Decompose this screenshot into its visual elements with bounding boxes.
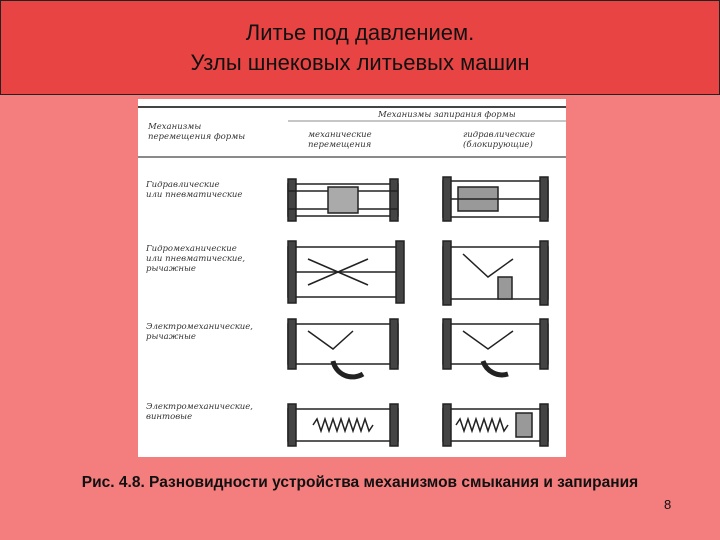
mechanism-figure	[138, 99, 566, 457]
figure-caption: Рис. 4.8. Разновидности устройства механизмов смыкания и запирания	[81, 474, 639, 491]
drawing-hydromech-lever-2	[443, 241, 548, 305]
figure-header-left: Механизмы перемещения формы	[148, 122, 246, 142]
figure-header-col1: механические перемещения	[308, 130, 372, 150]
drawing-electromech-lever-2	[443, 319, 548, 375]
row-label-4: Электромеханические, винтовые	[146, 402, 254, 422]
drawing-electromech-screw-2	[443, 404, 548, 446]
drawing-hydraulic-mechanical	[288, 179, 398, 221]
drawing-electromech-screw-1	[288, 404, 398, 446]
drawing-hydromech-lever-1	[288, 241, 404, 303]
figure-header-main: Механизмы запирания формы	[378, 110, 516, 120]
slide-title-line-1: Литье под давлением.	[245, 19, 475, 45]
slide-title-box	[0, 0, 720, 95]
row-label-1: Гидравлические или пневматические	[146, 180, 243, 200]
slide-title-line-2: Узлы шнековых литьевых машин	[190, 49, 530, 75]
drawing-electromech-lever-1	[288, 319, 398, 377]
page-number: 8	[664, 497, 672, 512]
mechanism-diagram	[138, 99, 566, 457]
drawing-hydraulic-blocking	[443, 177, 548, 221]
row-label-3: Электромеханические, рычажные	[146, 322, 254, 342]
row-label-2: Гидромеханические или пневматические, рычажные	[146, 244, 246, 274]
figure-header-col2: гидравлические (блокирующие)	[463, 130, 536, 150]
